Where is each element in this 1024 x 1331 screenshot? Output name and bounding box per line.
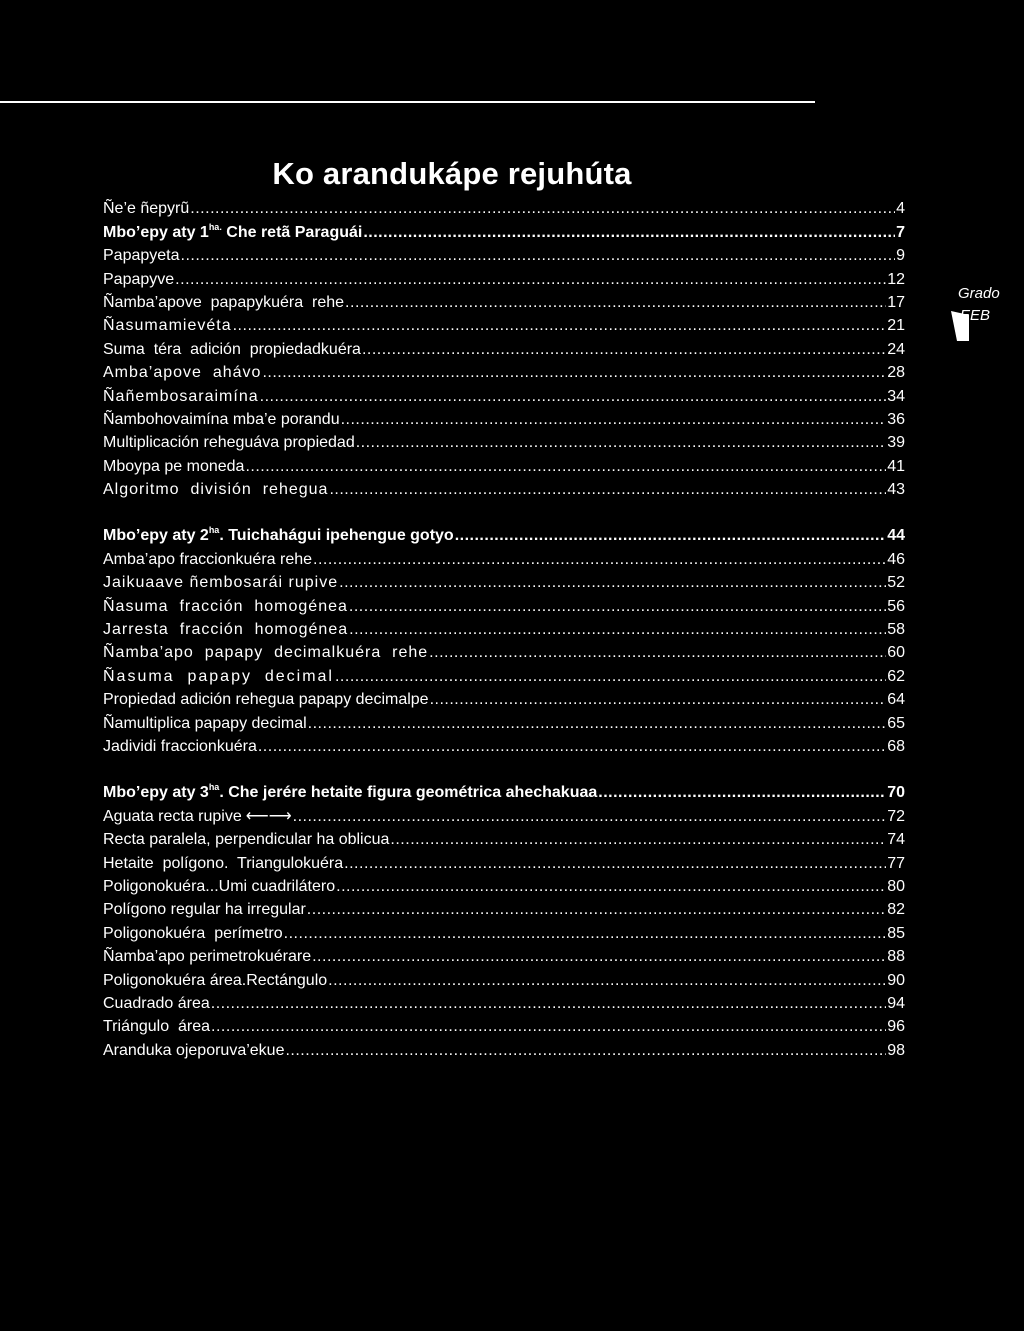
entry-text-continued: . Che jerére hetaite figura geométrica ahechakuaa [219, 784, 598, 802]
entry-text: Jadividi fraccionkuéra [103, 737, 257, 755]
page-number: 4 [896, 200, 905, 218]
toc-entry[interactable] [103, 430, 905, 453]
ordinal-superscript: ha [208, 782, 220, 793]
toc-entry[interactable] [103, 874, 905, 897]
toc-entry[interactable] [103, 336, 905, 359]
entry-text: Ñambohovaimína mba’e porandu [103, 410, 340, 428]
toc-entry-label [103, 573, 338, 593]
grade-side-tab [950, 285, 1024, 345]
toc-entry[interactable] [103, 453, 905, 476]
entry-text: Ñasuma fracción homogénea [103, 597, 348, 615]
entry-text: Suma téra adición propiedadkuéra [103, 340, 361, 358]
page-number: 90 [887, 971, 905, 989]
entry-text-continued: . Tuichahágui ipehengue gotyo [219, 527, 454, 545]
toc-entry[interactable] [103, 407, 905, 430]
toc-entry-label [103, 667, 334, 687]
entry-text: Poligonokuéra...Umi cuadrilátero [103, 877, 336, 895]
page-number: 52 [887, 574, 905, 592]
dot-leader [429, 643, 886, 663]
toc-entry-label [103, 807, 292, 827]
toc-entry[interactable] [103, 360, 905, 383]
toc-entry[interactable] [103, 546, 905, 569]
entry-text-continued: Che retã Paraguái [221, 223, 363, 241]
dot-leader [363, 223, 895, 243]
page-number: 60 [887, 644, 905, 662]
page-number: 21 [887, 317, 905, 335]
page-number: 74 [887, 831, 905, 849]
toc-section-heading[interactable] [103, 219, 905, 242]
toc-entry[interactable] [103, 1037, 905, 1060]
page-number: 7 [896, 223, 905, 241]
toc-entry-label [103, 270, 174, 290]
entry-text: Poligonokuéra perímetro [103, 924, 283, 942]
page-number: 56 [887, 597, 905, 615]
page-number: 24 [887, 340, 905, 358]
toc-entry[interactable] [103, 477, 905, 500]
dot-leader [329, 480, 886, 500]
toc-entry[interactable] [103, 944, 905, 967]
toc-section-heading[interactable] [103, 780, 905, 803]
entry-text: Mbo’epy aty 3 [103, 784, 209, 802]
dot-leader [349, 620, 886, 640]
entry-text: Mbo’epy aty 1 [103, 223, 209, 241]
ordinal-superscript: ha. [208, 221, 222, 232]
toc-entry-label [103, 597, 348, 617]
top-rule [0, 101, 815, 103]
dot-leader [175, 270, 886, 290]
double-arrow-icon: ⟵⟶ [245, 807, 292, 825]
toc-entry[interactable] [103, 827, 905, 850]
dot-leader [312, 947, 886, 967]
entry-text: Triángulo área [103, 1018, 211, 1036]
page-number: 98 [887, 1041, 905, 1059]
dot-leader [345, 293, 886, 313]
dot-leader [245, 457, 886, 477]
toc-title: Ko arandukápe rejuhúta [272, 156, 632, 191]
dot-leader [598, 783, 886, 803]
page-number: 46 [887, 550, 905, 568]
toc-entry[interactable] [103, 710, 905, 733]
page-number: 80 [887, 877, 905, 895]
toc-entry[interactable] [103, 734, 905, 757]
page-number: 68 [887, 737, 905, 755]
page-number: 82 [887, 901, 905, 919]
toc-entry[interactable] [103, 313, 905, 336]
entry-text: Poligonokuéra área.Rectángulo [103, 971, 328, 989]
toc-entry-label [103, 246, 180, 266]
toc-section [103, 523, 905, 757]
page-number: 43 [887, 481, 905, 499]
toc-entry-label [103, 737, 257, 757]
dot-leader [293, 807, 887, 827]
level-label: EEB [960, 307, 991, 324]
page-number: 62 [887, 667, 905, 685]
dot-leader [313, 550, 886, 570]
dot-leader [262, 363, 886, 383]
toc-entry[interactable] [103, 243, 905, 266]
toc-entry-label [103, 783, 597, 803]
entry-text: Amba’apove ahávo [103, 364, 262, 382]
toc-entry-label [103, 924, 283, 944]
toc-entry[interactable] [103, 1014, 905, 1037]
toc-entry-label [103, 971, 327, 991]
entry-text: Ñamba’apo perimetrokuérare [103, 948, 312, 966]
entry-text: Jarresta fracción homogénea [103, 621, 349, 639]
toc-entry[interactable] [103, 897, 905, 920]
dot-leader [258, 737, 886, 757]
dot-leader [211, 1017, 886, 1037]
toc-entry-label [103, 316, 232, 336]
toc-entry[interactable] [103, 803, 905, 826]
toc-entry[interactable] [103, 850, 905, 873]
dot-leader [341, 410, 887, 430]
toc-entry[interactable] [103, 593, 905, 616]
page-number: 41 [887, 457, 905, 475]
grade-label: Grado [958, 285, 1000, 302]
toc-entry[interactable] [103, 290, 905, 313]
toc-section-heading[interactable] [103, 523, 905, 546]
dot-leader [211, 994, 886, 1014]
toc-entry-label [103, 947, 311, 967]
toc-entry-label [103, 620, 348, 640]
page-number: 36 [887, 410, 905, 428]
toc-entry-label [103, 1017, 210, 1037]
toc-entry[interactable] [103, 920, 905, 943]
toc-entry-label [103, 900, 306, 920]
dot-leader [233, 316, 887, 336]
toc-entry[interactable] [103, 663, 905, 686]
ordinal-superscript: ha [208, 525, 220, 536]
page-number: 72 [887, 807, 905, 825]
page-number: 96 [887, 1018, 905, 1036]
dot-leader [339, 573, 886, 593]
page-number: 17 [887, 293, 905, 311]
entry-text: Ñasumamievéta [103, 317, 232, 335]
dot-leader [390, 830, 886, 850]
entry-text: Polígono regular ha irregular [103, 901, 306, 919]
dot-leader [260, 387, 887, 407]
entry-text: Papapyve [103, 270, 175, 288]
toc-entry[interactable] [103, 991, 905, 1014]
toc-entry-label [103, 199, 189, 219]
toc-entry-label [103, 550, 312, 570]
toc-entry-label [103, 854, 343, 874]
entry-text: Amba’apo fraccionkuéra rehe [103, 550, 313, 568]
entry-text: Ñe’e ñepyrũ [103, 200, 190, 218]
entry-text: Recta paralela, perpendicular ha oblicua [103, 831, 390, 849]
page-number: 64 [887, 691, 905, 709]
entry-text: Ñamba’apo papapy decimalkuéra rehe [103, 644, 429, 662]
page-number: 94 [887, 994, 905, 1012]
toc-entry-label [103, 714, 307, 734]
dot-leader [285, 1041, 886, 1061]
dot-leader [362, 340, 886, 360]
entry-text: Hetaite polígono. Triangulokuéra [103, 854, 344, 872]
entry-text: Mboypa pe moneda [103, 457, 245, 475]
entry-text: Aranduka ojeporuva’ekue [103, 1041, 285, 1059]
page-number: 85 [887, 924, 905, 942]
dot-leader [308, 714, 887, 734]
page-number: 44 [887, 527, 905, 545]
toc-entry-label [103, 526, 454, 546]
toc-entry-label [103, 223, 362, 243]
toc-entry-label [103, 410, 340, 430]
entry-text: Mbo’epy aty 2 [103, 527, 209, 545]
toc-entry[interactable] [103, 196, 905, 219]
entry-text: Ñasuma papapy decimal [103, 667, 334, 685]
dot-leader [356, 433, 886, 453]
entry-text: Ñañembosaraimína [103, 387, 259, 405]
toc-entry-label [103, 340, 361, 360]
dot-leader [284, 924, 887, 944]
toc-entry[interactable] [103, 266, 905, 289]
toc-section [103, 196, 905, 500]
toc-entry-label [103, 433, 355, 453]
dot-leader [307, 900, 886, 920]
page-number: 12 [887, 270, 905, 288]
entry-text: Ñamultiplica papapy decimal [103, 714, 307, 732]
toc-entry-label [103, 293, 344, 313]
entry-text: Papapyeta [103, 247, 180, 265]
entry-text: Algoritmo división rehegua [103, 481, 329, 499]
entry-text: Cuadrado área [103, 994, 210, 1012]
entry-text: Aguata recta rupive [103, 807, 242, 825]
toc-section [103, 780, 905, 1061]
page-number: 28 [887, 364, 905, 382]
toc-entry[interactable] [103, 617, 905, 640]
page-number: 39 [887, 434, 905, 452]
toc-entry-label [103, 480, 328, 500]
dot-leader [430, 690, 887, 710]
toc-entry[interactable] [103, 687, 905, 710]
entry-text: Ñamba’apove papapykuéra rehe [103, 293, 345, 311]
table-of-contents [103, 196, 905, 1084]
dot-leader [344, 854, 886, 874]
toc-entry-label [103, 457, 244, 477]
toc-entry-label [103, 877, 335, 897]
page-number: 9 [896, 247, 905, 265]
entry-text: Jaikuaave ñembosarái rupive [103, 574, 339, 592]
toc-entry[interactable] [103, 383, 905, 406]
toc-entry[interactable] [103, 570, 905, 593]
toc-entry-label [103, 387, 259, 407]
toc-entry-label [103, 690, 429, 710]
page-number: 58 [887, 621, 905, 639]
page-number: 34 [887, 387, 905, 405]
dot-leader [181, 246, 896, 266]
dot-leader [336, 877, 886, 897]
dot-leader [190, 199, 895, 219]
toc-entry[interactable] [103, 640, 905, 663]
toc-entry-label [103, 994, 210, 1014]
dot-leader [335, 667, 886, 687]
toc-entry-label [103, 830, 389, 850]
toc-entry-label [103, 643, 428, 663]
toc-entry[interactable] [103, 967, 905, 990]
dot-leader [455, 526, 887, 546]
page-number: 77 [887, 854, 905, 872]
toc-entry-label [103, 363, 261, 383]
page-number: 70 [887, 784, 905, 802]
toc-entry-label [103, 1041, 284, 1061]
entry-text: Multiplicación reheguáva propiedad [103, 434, 355, 452]
dot-leader [349, 597, 886, 617]
page-number: 88 [887, 948, 905, 966]
dot-leader [328, 971, 886, 991]
entry-text: Propiedad adición rehegua papapy decimalpe [103, 691, 429, 709]
page-number: 65 [887, 714, 905, 732]
